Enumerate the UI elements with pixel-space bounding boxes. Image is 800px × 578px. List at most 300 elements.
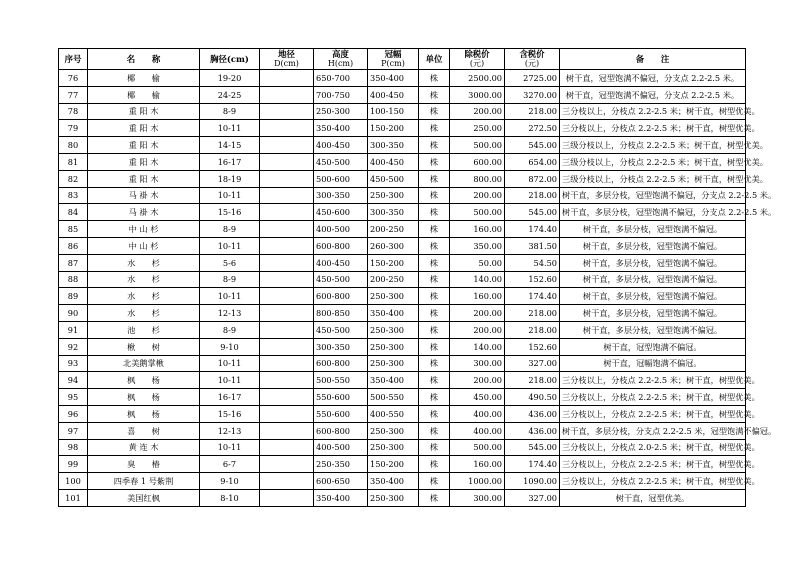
cell-dbh: 16-17 [200,153,260,170]
cell-seq: 89 [59,288,88,305]
cell-name: 池 杉 [88,321,200,338]
cell-unit: 株 [419,422,450,439]
cell-unit: 株 [419,439,450,456]
header-price-incl-tax [505,49,560,70]
cell-unit: 株 [419,221,450,238]
header-price-excl-unit: (元) [469,59,485,68]
cell-remark: 树干直，多层分枝，冠型饱满不偏冠，分支点 2.2-2.5 米。 [560,204,746,221]
cell-remark: 三分枝以上，分枝点 2.0-2.5 米；树干直，树型优美。 [560,439,746,456]
table-row [59,170,746,187]
cell-crown: 400-550 [368,405,419,422]
cell-height: 400-500 [314,439,368,456]
cell-remark: 三分枝以上，分枝点 2.2-2.5 米；树干直，树型优美。 [560,103,746,120]
cell-unit: 株 [419,187,450,204]
header-ground-diameter-label: 地径 [278,49,295,59]
cell-seq: 97 [59,422,88,439]
cell-seq: 91 [59,321,88,338]
cell-unit: 株 [419,271,450,288]
cell-price-excl-tax: 160.00 [450,221,505,238]
cell-seq: 93 [59,355,88,372]
cell-dbh: 19-20 [200,70,260,87]
cell-price-incl-tax: 654.00 [505,153,560,170]
cell-ground-diameter [260,456,314,473]
cell-price-incl-tax: 545.00 [505,137,560,154]
table-row [59,221,746,238]
table-row [59,254,746,271]
cell-ground-diameter [260,221,314,238]
cell-remark: 树干直，多层分枝，分支点 2.2-2.5 米，冠型饱满不偏冠。 [560,422,746,439]
cell-unit: 株 [419,237,450,254]
cell-dbh: 10-11 [200,372,260,389]
cell-price-incl-tax: 174.40 [505,288,560,305]
header-crown-label: 冠幅 [384,49,402,59]
cell-ground-diameter [260,153,314,170]
cell-price-excl-tax: 140.00 [450,271,505,288]
cell-crown: 260-300 [368,237,419,254]
cell-ground-diameter [260,120,314,137]
cell-height: 500-600 [314,170,368,187]
table-row [59,137,746,154]
cell-height: 600-800 [314,355,368,372]
cell-remark: 树干直，多层分枝，冠型饱满不偏冠。 [560,321,746,338]
cell-height: 400-450 [314,137,368,154]
cell-height: 500-550 [314,372,368,389]
cell-ground-diameter [260,70,314,87]
cell-price-incl-tax: 545.00 [505,204,560,221]
cell-ground-diameter [260,170,314,187]
cell-price-excl-tax: 400.00 [450,405,505,422]
header-price-excl-label: 除税价 [464,49,490,59]
cell-price-excl-tax: 200.00 [450,305,505,322]
cell-remark: 树干直，多层分枝，冠型饱满不偏冠。 [560,288,746,305]
price-table [58,48,777,507]
cell-remark: 三级分枝以上，分枝点 2.2-2.5 米；树干直，树型优美。 [560,137,746,154]
cell-name: 马 褂 木 [88,187,200,204]
cell-price-incl-tax: 3270.00 [505,86,560,103]
cell-price-excl-tax: 250.00 [450,120,505,137]
cell-name: 中 山 杉 [88,221,200,238]
cell-unit: 株 [419,338,450,355]
cell-price-excl-tax: 500.00 [450,137,505,154]
cell-remark: 树干直，冠型优美。 [560,489,746,506]
cell-seq: 99 [59,456,88,473]
cell-price-excl-tax: 800.00 [450,170,505,187]
cell-dbh: 10-11 [200,288,260,305]
cell-height: 800-850 [314,305,368,322]
cell-remark: 三分枝以上，分枝点 2.2-2.5 米；树干直，树型优美。 [560,405,746,422]
cell-remark: 树干直，多层分枝，冠型饱满不偏冠。 [560,254,746,271]
cell-remark: 树干直，冠幅饱满不偏冠。 [560,355,746,372]
cell-price-excl-tax: 1000.00 [450,473,505,490]
table-row [59,489,746,506]
cell-height: 700-750 [314,86,368,103]
cell-name: 四季春 1 号紫荆 [88,473,200,490]
cell-ground-diameter [260,237,314,254]
cell-dbh: 8-9 [200,221,260,238]
cell-height: 450-500 [314,271,368,288]
cell-name: 中 山 杉 [88,237,200,254]
header-height-label: 高度 [332,49,349,59]
cell-price-incl-tax: 327.00 [505,489,560,506]
cell-price-incl-tax: 218.00 [505,187,560,204]
cell-price-incl-tax: 54.50 [505,254,560,271]
cell-price-excl-tax: 400.00 [450,422,505,439]
cell-crown: 300-350 [368,137,419,154]
cell-seq: 85 [59,221,88,238]
cell-crown: 400-450 [368,153,419,170]
cell-remark: 树干直，多层分枝，冠型饱满不偏冠。 [560,237,746,254]
table-row [59,338,746,355]
cell-height: 600-650 [314,473,368,490]
cell-height: 450-500 [314,321,368,338]
cell-crown: 250-300 [368,355,419,372]
cell-price-incl-tax: 218.00 [505,372,560,389]
cell-remark: 树干直，冠型饱满不偏冠，分支点 2.2-2.5 米。 [560,70,746,87]
table-row [59,120,746,137]
cell-price-incl-tax: 152.60 [505,271,560,288]
table-row [59,355,746,372]
cell-seq: 95 [59,389,88,406]
cell-price-excl-tax: 3000.00 [450,86,505,103]
header-crown [368,49,419,70]
cell-height: 450-600 [314,204,368,221]
cell-price-excl-tax: 200.00 [450,321,505,338]
cell-seq: 79 [59,120,88,137]
header-row [59,49,746,70]
table-row [59,321,746,338]
cell-ground-diameter [260,355,314,372]
cell-price-excl-tax: 600.00 [450,153,505,170]
cell-name: 重 阳 木 [88,170,200,187]
cell-price-incl-tax: 272.50 [505,120,560,137]
cell-seq: 101 [59,489,88,506]
cell-name: 水 杉 [88,271,200,288]
cell-remark: 三级分枝以上，分枝点 2.2-2.5 米；树干直，树型优美。 [560,170,746,187]
cell-price-excl-tax: 140.00 [450,338,505,355]
table-body [59,70,777,507]
cell-crown: 150-200 [368,456,419,473]
cell-price-excl-tax: 200.00 [450,187,505,204]
cell-crown: 450-500 [368,170,419,187]
cell-unit: 株 [419,305,450,322]
cell-height: 650-700 [314,70,368,87]
cell-dbh: 8-9 [200,271,260,288]
cell-price-incl-tax: 218.00 [505,103,560,120]
cell-seq: 96 [59,405,88,422]
table-row [59,237,746,254]
cell-price-excl-tax: 500.00 [450,204,505,221]
cell-crown: 150-200 [368,120,419,137]
cell-height: 450-500 [314,153,368,170]
cell-height: 550-600 [314,389,368,406]
cell-ground-diameter [260,86,314,103]
cell-dbh: 5-6 [200,254,260,271]
cell-height: 600-800 [314,422,368,439]
cell-price-incl-tax: 218.00 [505,305,560,322]
cell-dbh: 8-9 [200,103,260,120]
header-ground-diameter [260,49,314,70]
cell-ground-diameter [260,389,314,406]
cell-seq: 88 [59,271,88,288]
cell-unit: 株 [419,473,450,490]
cell-name: 水 杉 [88,254,200,271]
cell-crown: 250-300 [368,338,419,355]
cell-price-excl-tax: 450.00 [450,389,505,406]
cell-unit: 株 [419,321,450,338]
cell-ground-diameter [260,405,314,422]
cell-ground-diameter [260,489,314,506]
cell-dbh: 8-10 [200,489,260,506]
cell-seq: 80 [59,137,88,154]
header-price-excl-tax [450,49,505,70]
header-price-incl-unit: (元) [524,59,540,68]
cell-unit: 株 [419,405,450,422]
cell-height: 250-300 [314,103,368,120]
cell-seq: 98 [59,439,88,456]
cell-unit: 株 [419,86,450,103]
cell-price-incl-tax: 436.00 [505,405,560,422]
cell-dbh: 12-13 [200,422,260,439]
table-row [59,439,746,456]
table-row [59,187,746,204]
header-unit: 单位 [419,49,450,70]
cell-price-incl-tax: 327.00 [505,355,560,372]
cell-height: 300-350 [314,338,368,355]
cell-crown: 350-400 [368,473,419,490]
table-row [59,372,746,389]
cell-seq: 76 [59,70,88,87]
cell-name: 枫 杨 [88,372,200,389]
cell-ground-diameter [260,305,314,322]
cell-seq: 94 [59,372,88,389]
cell-unit: 株 [419,456,450,473]
cell-unit: 株 [419,70,450,87]
cell-name: 椰 榆 [88,70,200,87]
cell-price-excl-tax: 500.00 [450,439,505,456]
cell-crown: 250-300 [368,321,419,338]
cell-dbh: 14-15 [200,137,260,154]
cell-ground-diameter [260,422,314,439]
cell-unit: 株 [419,372,450,389]
cell-seq: 83 [59,187,88,204]
cell-remark: 三分枝以上，分枝点 2.2-2.5 米；树干直，树型优美。 [560,372,746,389]
table-row [59,204,746,221]
cell-remark: 三分枝以上，分枝点 2.2-2.5 米；树干直，树型优美。 [560,120,746,137]
cell-dbh: 15-16 [200,405,260,422]
cell-unit: 株 [419,389,450,406]
cell-dbh: 8-9 [200,321,260,338]
cell-dbh: 24-25 [200,86,260,103]
cell-remark: 树干直，冠型饱满不偏冠。 [560,338,746,355]
table-row [59,456,746,473]
table-row [59,473,746,490]
cell-dbh: 6-7 [200,456,260,473]
table-row [59,422,746,439]
cell-price-excl-tax: 200.00 [450,103,505,120]
cell-seq: 86 [59,237,88,254]
cell-name: 水 杉 [88,288,200,305]
cell-name: 黄 连 木 [88,439,200,456]
cell-ground-diameter [260,473,314,490]
cell-unit: 株 [419,120,450,137]
cell-crown: 250-300 [368,489,419,506]
cell-unit: 株 [419,489,450,506]
cell-dbh: 10-11 [200,355,260,372]
cell-price-incl-tax: 152.60 [505,338,560,355]
cell-name: 美国红枫 [88,489,200,506]
cell-name: 椰 榆 [88,86,200,103]
cell-price-incl-tax: 174.40 [505,221,560,238]
cell-price-incl-tax: 545.00 [505,439,560,456]
cell-dbh: 10-11 [200,439,260,456]
table-row [59,288,746,305]
cell-ground-diameter [260,271,314,288]
table-row [59,153,746,170]
cell-price-incl-tax: 1090.00 [505,473,560,490]
table-row [59,305,746,322]
cell-height: 350-400 [314,489,368,506]
cell-ground-diameter [260,321,314,338]
cell-price-excl-tax: 300.00 [450,355,505,372]
cell-name: 水 杉 [88,305,200,322]
cell-price-excl-tax: 200.00 [450,372,505,389]
cell-ground-diameter [260,103,314,120]
cell-crown: 250-300 [368,288,419,305]
cell-name: 北美鹅掌楸 [88,355,200,372]
cell-crown: 250-300 [368,422,419,439]
cell-height: 400-450 [314,254,368,271]
header-seq: 序号 [59,49,88,70]
cell-price-incl-tax: 490.50 [505,389,560,406]
cell-height: 600-800 [314,237,368,254]
cell-ground-diameter [260,204,314,221]
table-row [59,70,746,87]
cell-remark: 三分枝以上，分枝点 2.2-2.5 米；树干直，树型优美。 [560,389,746,406]
cell-seq: 87 [59,254,88,271]
cell-seq: 92 [59,338,88,355]
cell-price-excl-tax: 2500.00 [450,70,505,87]
cell-remark: 三分枝以上，分枝点 2.2-2.5 米；树干直，树型优美。 [560,473,746,490]
table-row [59,86,746,103]
table-row [59,103,746,120]
cell-crown: 350-400 [368,372,419,389]
header-crown-unit: P(cm) [381,59,405,68]
cell-dbh: 16-17 [200,389,260,406]
cell-crown: 250-300 [368,439,419,456]
cell-unit: 株 [419,288,450,305]
header-dbh: 胸径(cm) [200,49,260,70]
cell-dbh: 9-10 [200,473,260,490]
cell-remark: 树干直，多层分枝，冠型饱满不偏冠，分支点 2.2-2.5 米。 [560,187,746,204]
cell-dbh: 9-10 [200,338,260,355]
cell-remark: 树干直，多层分枝，冠型饱满不偏冠。 [560,221,746,238]
cell-unit: 株 [419,254,450,271]
cell-crown: 400-450 [368,86,419,103]
cell-dbh: 10-11 [200,187,260,204]
cell-price-excl-tax: 160.00 [450,288,505,305]
cell-height: 400-500 [314,221,368,238]
cell-crown: 150-200 [368,254,419,271]
cell-crown: 200-250 [368,271,419,288]
cell-crown: 350-400 [368,70,419,87]
cell-remark: 三分枝以上，分枝点 2.2-2.5 米；树干直，树型优美。 [560,456,746,473]
cell-dbh: 12-13 [200,305,260,322]
cell-remark: 树干直，多层分枝，冠型饱满不偏冠。 [560,305,746,322]
cell-price-incl-tax: 174.40 [505,456,560,473]
cell-price-incl-tax: 2725.00 [505,70,560,87]
cell-price-incl-tax: 436.00 [505,422,560,439]
cell-unit: 株 [419,153,450,170]
cell-crown: 100-150 [368,103,419,120]
cell-name: 重 阳 木 [88,153,200,170]
cell-height: 600-800 [314,288,368,305]
table-row [59,405,746,422]
cell-seq: 82 [59,170,88,187]
cell-price-excl-tax: 50.00 [450,254,505,271]
header-ground-diameter-unit: D(cm) [274,59,299,68]
header-remark: 备 注 [560,49,746,70]
cell-seq: 78 [59,103,88,120]
header-name: 名 称 [88,49,200,70]
cell-price-excl-tax: 350.00 [450,237,505,254]
cell-crown: 250-300 [368,187,419,204]
cell-remark: 树干直，多层分枝，冠型饱满不偏冠。 [560,271,746,288]
header-height-unit: H(cm) [327,59,354,68]
cell-unit: 株 [419,355,450,372]
cell-seq: 77 [59,86,88,103]
cell-ground-diameter [260,187,314,204]
cell-seq: 90 [59,305,88,322]
cell-dbh: 18-19 [200,170,260,187]
cell-ground-diameter [260,288,314,305]
cell-name: 枫 杨 [88,405,200,422]
cell-name: 臭 椿 [88,456,200,473]
cell-height: 300-350 [314,187,368,204]
cell-unit: 株 [419,137,450,154]
cell-dbh: 10-11 [200,120,260,137]
cell-crown: 350-400 [368,305,419,322]
cell-name: 重 阳 木 [88,103,200,120]
table-row [59,389,746,406]
cell-dbh: 10-11 [200,237,260,254]
cell-ground-diameter [260,137,314,154]
cell-remark: 树干直，冠型饱满不偏冠，分支点 2.2-2.5 米。 [560,86,746,103]
cell-crown: 300-350 [368,204,419,221]
cell-name: 重 阳 木 [88,120,200,137]
cell-seq: 100 [59,473,88,490]
cell-height: 550-600 [314,405,368,422]
cell-dbh: 15-16 [200,204,260,221]
cell-name: 楸 树 [88,338,200,355]
cell-remark: 三级分枝以上，分枝点 2.2-2.5 米；树干直，树型优美。 [560,153,746,170]
cell-price-incl-tax: 218.00 [505,321,560,338]
cell-name: 枫 杨 [88,389,200,406]
cell-price-incl-tax: 381.50 [505,237,560,254]
cell-height: 350-400 [314,120,368,137]
cell-crown: 500-550 [368,389,419,406]
table-row [59,271,746,288]
cell-ground-diameter [260,439,314,456]
cell-unit: 株 [419,103,450,120]
cell-seq: 81 [59,153,88,170]
cell-seq: 84 [59,204,88,221]
header-price-incl-label: 含税价 [519,49,545,59]
cell-unit: 株 [419,204,450,221]
cell-name: 喜 树 [88,422,200,439]
cell-price-excl-tax: 160.00 [450,456,505,473]
cell-height: 250-350 [314,456,368,473]
cell-name: 马 褂 木 [88,204,200,221]
